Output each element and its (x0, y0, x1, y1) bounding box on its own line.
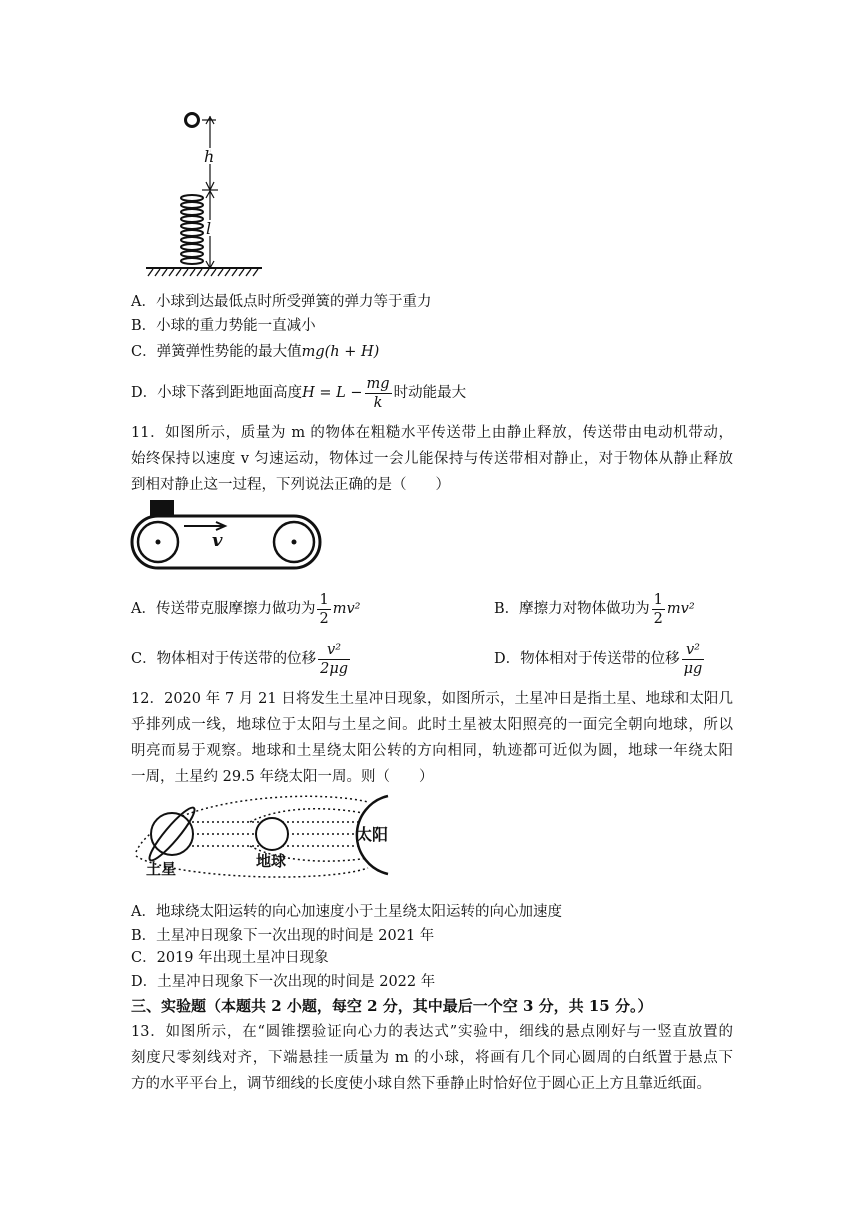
q11-option-d (494, 640, 706, 678)
saturn-opposition-figure (130, 792, 392, 884)
q12-line: 12．2020 年 7 月 21 日将发生土星冲日现象，如图所示，土星冲日是指土星、地球和太阳几 (131, 691, 733, 707)
q12-question (131, 686, 733, 790)
q10-option-d-text: D．小球下落到距地面高度 (131, 385, 303, 401)
q11-option-a-text: A．传送带克服摩擦力做功为 (131, 601, 316, 617)
q11-option-d-fraction: $\frac{\text{v²}}{\mu g}$ (683, 641, 703, 677)
saturn (151, 813, 193, 855)
q12-option-b: B．土星冲日现象下一次出现的时间是 2021 年 (131, 928, 435, 944)
saturn-label: 土星 (146, 860, 177, 878)
block (150, 500, 174, 516)
q11-option-a-fraction: $\frac{1}{2}$ (319, 591, 329, 627)
q13-line: 13．如图所示，在“圆锥摆验证向心力的表达式”实验中，细线的悬点刚好与一竖直放置的 (131, 1024, 733, 1040)
q13-line: 刻度尺零刻线对齐，下端悬挂一质量为 m 的小球，将画有几个同心圆周的白纸置于悬点下 (131, 1050, 733, 1066)
q11-option-c (131, 640, 352, 678)
spring (181, 195, 203, 264)
earth-label: 地球 (256, 852, 287, 870)
q11-option-b-formula: mv² (666, 601, 695, 617)
section-3-heading: 三、实验题（本题共 2 小题，每空 2 分，其中最后一个空 3 分，共 15 分。） (131, 997, 653, 1015)
q11-option-b-text: B．摩擦力对物体做功为 (494, 601, 650, 617)
q11-option-b-fraction: $\frac{1}{2}$ (653, 591, 663, 627)
q11-question (131, 420, 733, 498)
q10-option-d-formula: H = L − (302, 385, 363, 401)
q10-option-b: B．小球的重力势能一直减小 (131, 318, 316, 334)
q10-option-c-formula: mg(h + H) (301, 344, 380, 360)
q11-line: 到相对静止这一过程，下列说法正确的是（ ） (131, 477, 450, 493)
q11-option-b (494, 590, 695, 628)
q10-option-c (131, 342, 379, 362)
q11-option-c-fraction: $\frac{\text{v²}}{2\mu g}$ (320, 641, 349, 677)
ball (186, 114, 199, 127)
velocity-label: v (212, 530, 223, 551)
q10-option-a: A．小球到达最低点时所受弹簧的弹力等于重力 (131, 294, 432, 310)
q13-question (131, 1019, 733, 1097)
q10-option-d-fraction: $\frac{mg}{k}$ (366, 375, 390, 411)
earth (256, 818, 288, 850)
length-label-l: l (206, 219, 212, 238)
q12-line: 乎排列成一线，地球位于太阳与土星之间。此时土星被太阳照亮的一面完全朝向地球，所以 (131, 717, 733, 733)
conveyor-belt-figure (128, 496, 324, 576)
q12-line: 明亮而易于观察。地球和土星绕太阳公转的方向相同，轨迹都可近似为圆，地球一年绕太阳 (131, 743, 733, 759)
q12-option-a: A．地球绕太阳运转的向心加速度小于土星绕太阳运转的向心加速度 (131, 904, 562, 920)
q10-option-d-suffix: 时动能最大 (393, 385, 467, 401)
q13-line: 方的水平平台上，调节细线的长度使小球自然下垂静止时恰好位于圆心正上方且靠近纸面。 (131, 1076, 711, 1092)
q12-option-d: D．土星冲日现象下一次出现的时间是 2022 年 (131, 974, 436, 990)
q11-option-c-text: C．物体相对于传送带的位移 (131, 651, 317, 667)
height-label-h: h (204, 147, 215, 166)
q11-option-d-text: D．物体相对于传送带的位移 (494, 651, 680, 667)
q12-line: 一周，土星约 29.5 年绕太阳一周。则（ ） (131, 769, 434, 785)
spring-ball-figure (140, 106, 270, 282)
q10-option-d (131, 374, 466, 412)
q12-option-c: C．2019 年出现土星冲日现象 (131, 950, 329, 966)
q11-option-a (131, 590, 360, 628)
q11-line: 始终保持以速度 v 匀速运动，物体过一会儿能保持与传送带相对静止，对于物体从静止释放 (131, 451, 733, 467)
q11-line: 11．如图所示，质量为 m 的物体在粗糙水平传送带上由静止释放，传送带由电动机带动， (131, 425, 733, 441)
sun-label: 太阳 (356, 825, 389, 844)
q11-option-a-formula: mv² (332, 601, 361, 617)
q10-option-c-text: C．弹簧弹性势能的最大值 (131, 344, 302, 360)
